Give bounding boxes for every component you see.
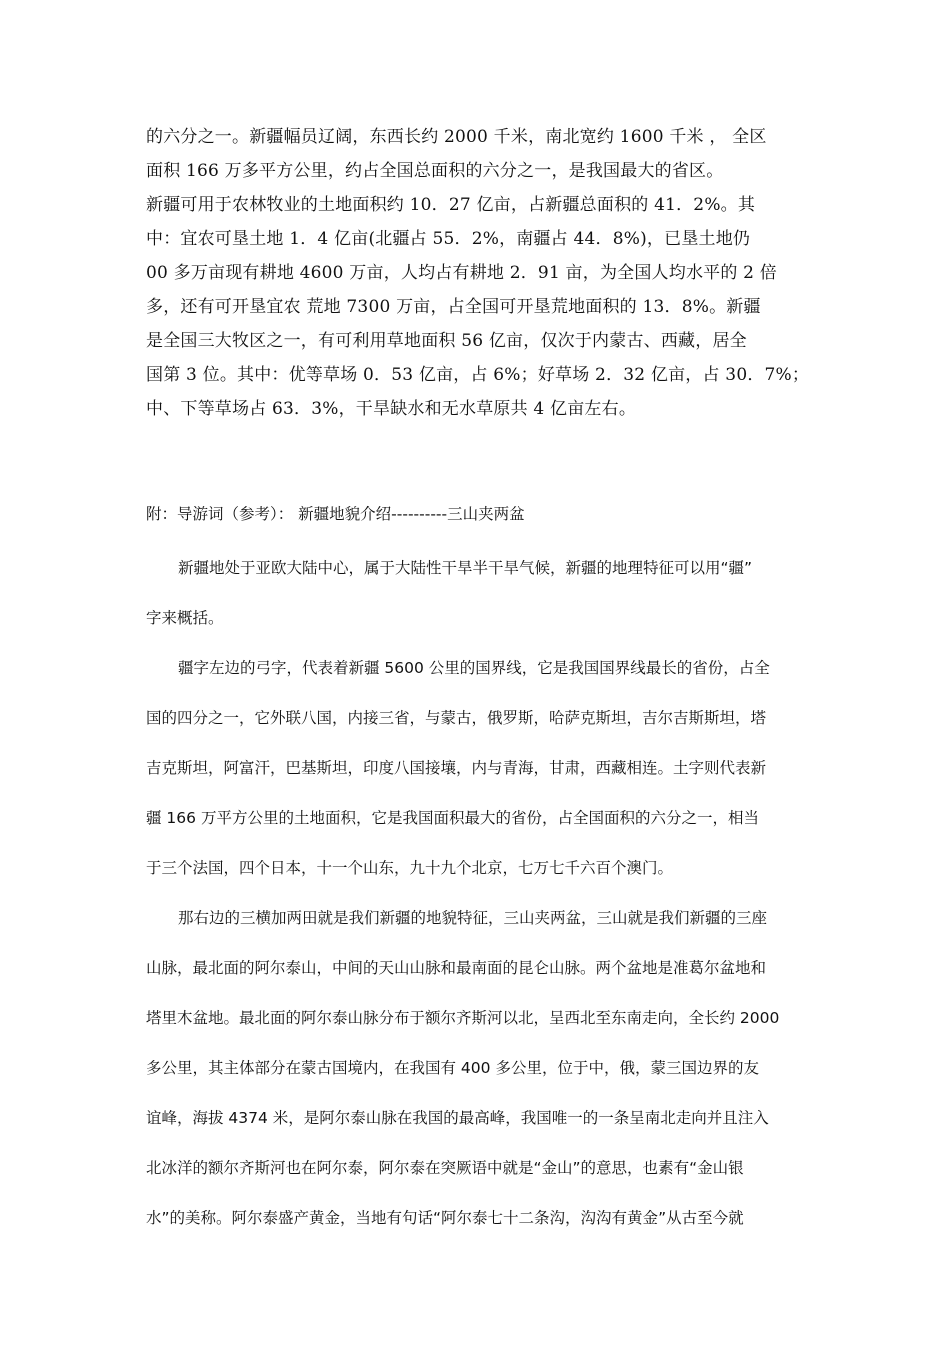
text-line: 00 多万亩现有耕地 4600 万亩，人均占有耕地 2．91 亩，为全国人均水平的 2 倍	[146, 263, 777, 283]
text-line: 是全国三大牧区之一，有可利用草地面积 56 亿亩，仅次于内蒙古、西藏，居全	[146, 331, 747, 351]
paragraph-line: 字来概括。	[146, 609, 224, 627]
paragraph-line: 北冰洋的额尔齐斯河也在阿尔泰，阿尔泰在突厥语中就是“金山”的意思，也素有“金山银	[146, 1159, 744, 1177]
text-line: 中：宜农可垦土地 1．4 亿亩(北疆占 55．2%，南疆占 44．8%)，已垦土地仍	[146, 229, 751, 249]
text-line: 面积 166 万多平方公里，约占全国总面积的六分之一，是我国最大的省区。	[146, 161, 724, 181]
paragraph-line: 国的四分之一，它外联八国，内接三省，与蒙古，俄罗斯，哈萨克斯坦，吉尔吉斯斯坦，塔	[146, 709, 767, 727]
paragraph-line: 多公里，其主体部分在蒙古国境内，在我国有 400 多公里，位于中，俄，蒙三国边界的友	[146, 1059, 759, 1077]
text-line: 多，还有可开垦宜农 荒地 7300 万亩，占全国可开垦荒地面积的 13．8%。新疆	[146, 297, 761, 317]
appendix-heading: 附：导游词（参考）： 新疆地貌介绍----------三山夹两盆	[146, 505, 525, 523]
paragraph-line: 那右边的三横加两田就是我们新疆的地貌特征，三山夹两盆，三山就是我们新疆的三座	[178, 909, 768, 927]
paragraph-line: 于三个法国，四个日本，十一个山东，九十九个北京，七万七千六百个澳门。	[146, 859, 674, 877]
paragraph-line: 塔里木盆地。最北面的阿尔泰山脉分布于额尔齐斯河以北，呈西北至东南走向，全长约 2000	[146, 1009, 780, 1027]
paragraph-line: 疆 166 万平方公里的土地面积，它是我国面积最大的省份，占全国面积的六分之一，相当	[146, 809, 759, 827]
paragraph-line: 山脉，最北面的阿尔泰山，中间的天山山脉和最南面的昆仑山脉。两个盆地是准葛尔盆地和	[146, 959, 767, 977]
paragraph-line: 水”的美称。阿尔泰盛产黄金，当地有句话“阿尔泰七十二条沟，沟沟有黄金”从古至今就	[146, 1209, 744, 1227]
text-line: 的六分之一。新疆幅员辽阔，东西长约 2000 千米，南北宽约 1600 千米 ， 全区	[146, 127, 767, 147]
land-statistics-section	[146, 120, 810, 426]
paragraph-line: 疆字左边的弓字，代表着新疆 5600 公里的国界线，它是我国国界线最长的省份，占全	[178, 659, 770, 677]
paragraph-line: 谊峰，海拔 4374 米，是阿尔泰山脉在我国的最高峰，我国唯一的一条呈南北走向并且注入	[146, 1109, 769, 1127]
paragraph-line: 吉克斯坦，阿富汗，巴基斯坦，印度八国接壤，内与青海，甘肃，西藏相连。土字则代表新	[146, 759, 767, 777]
text-line: 国第 3 位。其中：优等草场 0．53 亿亩，占 6%；好草场 2．32 亿亩，占 30．7%；	[146, 365, 810, 385]
text-line: 新疆可用于农林牧业的土地面积约 10．27 亿亩，占新疆总面积的 41．2%。其	[146, 195, 756, 215]
paragraph-line: 新疆地处于亚欧大陆中心，属于大陆性干旱半干旱气候，新疆的地理特征可以用“疆”	[178, 559, 753, 577]
text-line: 中、下等草场占 63．3%，干旱缺水和无水草原共 4 亿亩左右。	[146, 399, 637, 419]
